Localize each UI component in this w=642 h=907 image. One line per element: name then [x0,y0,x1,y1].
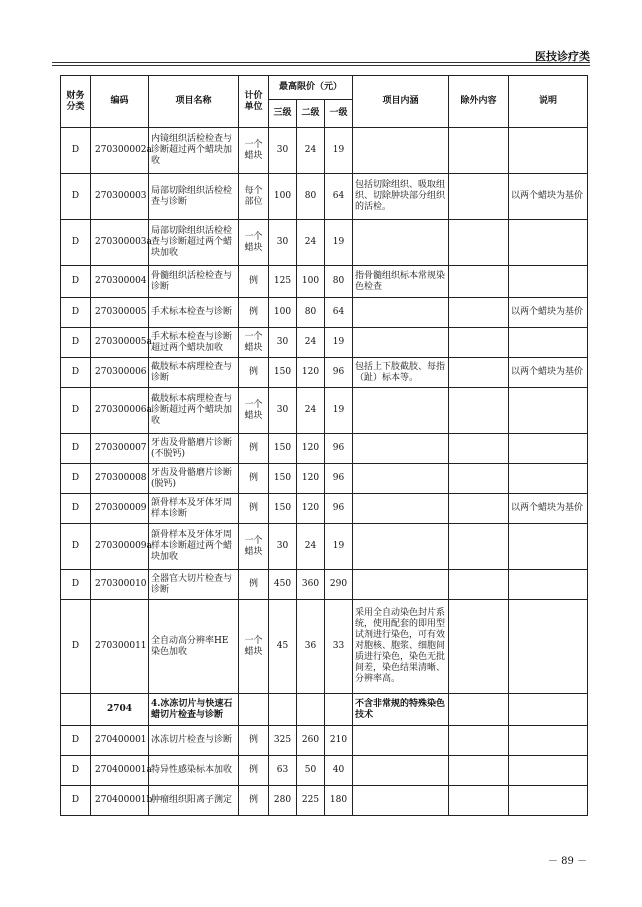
cell-unit: 例 [239,726,269,756]
header-name: 项目名称 [149,76,239,128]
cell-p2: 24 [297,524,325,570]
cell-name: 4.冰冻切片与快速石蜡切片检查与诊断 [149,694,239,726]
cell-p2: 120 [297,434,325,464]
cell-name: 特异性感染标本加收 [149,756,239,786]
cell-fin: D [61,388,91,434]
cell-note [509,328,588,358]
cell-unit: 每个部位 [239,174,269,220]
cell-p3 [269,694,297,726]
table-row [61,174,588,220]
cell-note [509,464,588,494]
cell-name: 截肢标本病理检查与诊断 [149,358,239,388]
cell-content: 包括上下肢截肢、每指（趾）标本等。 [353,358,449,388]
table-row [61,726,588,756]
cell-p3: 45 [269,600,297,694]
cell-p1 [325,694,353,726]
cell-code: 270300007 [91,434,149,464]
cell-code: 270300002a [91,128,149,174]
cell-note [509,570,588,600]
table-body [61,128,588,816]
cell-code: 270300005 [91,298,149,328]
cell-note [509,756,588,786]
cell-note: 以两个蜡块为基价 [509,358,588,388]
cell-name: 局部切除组织活检检查与诊断 [149,174,239,220]
table-row [61,600,588,694]
cell-fin: D [61,358,91,388]
cell-fin: D [61,128,91,174]
cell-fin: D [61,756,91,786]
cell-p1: 19 [325,524,353,570]
cell-p2: 120 [297,464,325,494]
cell-p1: 64 [325,298,353,328]
cell-p3: 63 [269,756,297,786]
cell-name: 内镜组织活检检查与诊断超过两个蜡块加收 [149,128,239,174]
cell-p1: 64 [325,174,353,220]
cell-fin: D [61,570,91,600]
header-note: 说明 [509,76,588,128]
cell-code: 270300005a [91,328,149,358]
table-row [61,128,588,174]
cell-unit: 例 [239,570,269,600]
cell-fin: D [61,174,91,220]
cell-content [353,570,449,600]
table-row [61,358,588,388]
cell-p2: 36 [297,600,325,694]
header-content: 项目内涵 [353,76,449,128]
cell-except [449,298,509,328]
cell-p1: 180 [325,786,353,816]
cell-note [509,128,588,174]
cell-unit: 例 [239,464,269,494]
cell-p3: 30 [269,128,297,174]
header-unit: 计价单位 [239,76,269,128]
cell-p3: 150 [269,358,297,388]
cell-except [449,358,509,388]
cell-unit: 一个蜡块 [239,388,269,434]
cell-name: 肿瘤组织阳离子测定 [149,786,239,816]
page-number: － 89 － [547,856,587,867]
cell-content [353,388,449,434]
cell-p1: 19 [325,388,353,434]
cell-content [353,786,449,816]
cell-fin: D [61,464,91,494]
cell-p3: 325 [269,726,297,756]
cell-p3: 150 [269,464,297,494]
cell-unit: 一个蜡块 [239,328,269,358]
cell-name: 牙齿及骨骼磨片诊断(不脱钙) [149,434,239,464]
cell-unit: 例 [239,434,269,464]
cell-name: 手术标本检查与诊断超过两个蜡块加收 [149,328,239,358]
cell-p3: 125 [269,266,297,298]
cell-except [449,524,509,570]
cell-name: 截肢标本病理检查与诊断超过两个蜡块加收 [149,388,239,434]
cell-fin: D [61,726,91,756]
cell-unit: 一个蜡块 [239,220,269,266]
cell-content [353,328,449,358]
cell-unit: 例 [239,494,269,524]
cell-content [353,128,449,174]
cell-p1: 80 [325,266,353,298]
cell-p3: 100 [269,174,297,220]
cell-except [449,388,509,434]
cell-note [509,786,588,816]
header-level2: 二级 [297,100,325,128]
table-row [61,328,588,358]
cell-content: 采用全自动染色封片系统，使用配套的即用型试剂进行染色，可有效对胞核、胞浆、细胞间质进行染色，染色无批间差，染色结果清晰、分辨率高。 [353,600,449,694]
cell-except [449,128,509,174]
cell-except [449,434,509,464]
header-code: 编码 [91,76,149,128]
header-except: 除外内容 [449,76,509,128]
cell-code: 2704 [91,694,149,726]
cell-name: 颌骨样本及牙体牙周样本诊断 [149,494,239,524]
cell-code: 270300003 [91,174,149,220]
cell-except [449,174,509,220]
cell-name: 冰冻切片检查与诊断 [149,726,239,756]
cell-fin: D [61,298,91,328]
cell-p3: 280 [269,786,297,816]
cell-p1: 290 [325,570,353,600]
cell-except [449,600,509,694]
cell-except [449,328,509,358]
cell-p3: 30 [269,220,297,266]
cell-fin: D [61,434,91,464]
cell-note: 以两个蜡块为基价 [509,494,588,524]
table-row [61,434,588,464]
cell-content [353,434,449,464]
cell-unit: 一个蜡块 [239,524,269,570]
cell-p1: 33 [325,600,353,694]
cell-unit: 例 [239,298,269,328]
table-row [61,220,588,266]
cell-note [509,434,588,464]
cell-content [353,524,449,570]
cell-code: 270300008 [91,464,149,494]
header-rule [52,62,590,63]
cell-p1: 96 [325,494,353,524]
cell-p3: 30 [269,388,297,434]
cell-note [509,266,588,298]
cell-unit: 例 [239,266,269,298]
table-row [61,494,588,524]
cell-p3: 450 [269,570,297,600]
cell-note: 以两个蜡块为基价 [509,174,588,220]
cell-note [509,524,588,570]
cell-code: 270400001a [91,756,149,786]
cell-unit [239,694,269,726]
cell-p1: 210 [325,726,353,756]
table-row [61,388,588,434]
cell-p1: 19 [325,220,353,266]
cell-p2: 50 [297,756,325,786]
cell-fin: D [61,786,91,816]
cell-unit: 例 [239,358,269,388]
cell-p1: 19 [325,128,353,174]
table-row [61,570,588,600]
cell-p1: 40 [325,756,353,786]
cell-p1: 96 [325,434,353,464]
cell-content [353,220,449,266]
cell-fin: D [61,494,91,524]
cell-name: 全器官大切片检查与诊断 [149,570,239,600]
cell-p1: 96 [325,358,353,388]
cell-content: 不含非常规的特殊染色技术 [353,694,449,726]
cell-p3: 150 [269,494,297,524]
cell-p2: 80 [297,298,325,328]
cell-p2: 260 [297,726,325,756]
cell-except [449,726,509,756]
cell-name: 局部切除组织活检检查与诊断超过两个蜡块加收 [149,220,239,266]
table-row [61,524,588,570]
cell-note [509,220,588,266]
header-fin: 财务分类 [61,76,91,128]
cell-p2: 24 [297,128,325,174]
cell-content [353,464,449,494]
cell-code: 270300003a [91,220,149,266]
cell-note [509,388,588,434]
header-category: 医技诊疗类 [535,50,590,63]
cell-content [353,298,449,328]
cell-name: 颌骨样本及牙体牙周样本诊断超过两个蜡块加收 [149,524,239,570]
cell-p3: 100 [269,298,297,328]
cell-code: 270400001b [91,786,149,816]
cell-code: 270400001 [91,726,149,756]
cell-except [449,786,509,816]
cell-code: 270300009a [91,524,149,570]
cell-name: 牙齿及骨骼磨片诊断(脱钙) [149,464,239,494]
cell-unit: 一个蜡块 [239,600,269,694]
cell-code: 270300006 [91,358,149,388]
cell-p1: 19 [325,328,353,358]
cell-fin: D [61,266,91,298]
cell-except [449,220,509,266]
cell-fin: D [61,524,91,570]
cell-code: 270300009 [91,494,149,524]
cell-p2: 225 [297,786,325,816]
cell-p3: 150 [269,434,297,464]
cell-name: 骨髓组织活检检查与诊断 [149,266,239,298]
cell-content: 指骨髓组织标本常规染色检查 [353,266,449,298]
cell-content: 包括切除组织、吸取组织、切除肿块部分组织的活检。 [353,174,449,220]
cell-except [449,464,509,494]
cell-fin: D [61,600,91,694]
cell-name: 全自动高分辨率HE染色加收 [149,600,239,694]
cell-p3: 30 [269,524,297,570]
cell-except [449,494,509,524]
cell-except [449,570,509,600]
price-table [60,75,588,816]
header-price-group: 最高限价（元） [269,76,353,100]
cell-content [353,494,449,524]
cell-fin: D [61,328,91,358]
table-row [61,464,588,494]
cell-p2: 120 [297,358,325,388]
cell-code: 270300006a [91,388,149,434]
cell-except [449,756,509,786]
cell-fin [61,694,91,726]
table-row [61,786,588,816]
cell-note: 以两个蜡块为基价 [509,298,588,328]
cell-p2: 24 [297,328,325,358]
cell-unit: 一个蜡块 [239,128,269,174]
cell-note [509,726,588,756]
cell-name: 手术标本检查与诊断 [149,298,239,328]
cell-content [353,756,449,786]
cell-unit: 例 [239,756,269,786]
cell-p2: 80 [297,174,325,220]
cell-unit: 例 [239,786,269,816]
cell-code: 270300004 [91,266,149,298]
table-row [61,298,588,328]
cell-note [509,600,588,694]
cell-content [353,726,449,756]
cell-note [509,694,588,726]
cell-p2: 24 [297,388,325,434]
table-row [61,266,588,298]
cell-p2: 100 [297,266,325,298]
cell-code: 270300010 [91,570,149,600]
cell-p1: 96 [325,464,353,494]
cell-code: 270300011 [91,600,149,694]
cell-p2 [297,694,325,726]
header-rule-thin [52,65,590,66]
cell-except [449,266,509,298]
header-level3: 三级 [269,100,297,128]
cell-p3: 30 [269,328,297,358]
table-row [61,694,588,726]
cell-p2: 120 [297,494,325,524]
cell-p2: 24 [297,220,325,266]
header-level1: 一级 [325,100,353,128]
cell-except [449,694,509,726]
cell-p2: 360 [297,570,325,600]
cell-fin: D [61,220,91,266]
table-row [61,756,588,786]
